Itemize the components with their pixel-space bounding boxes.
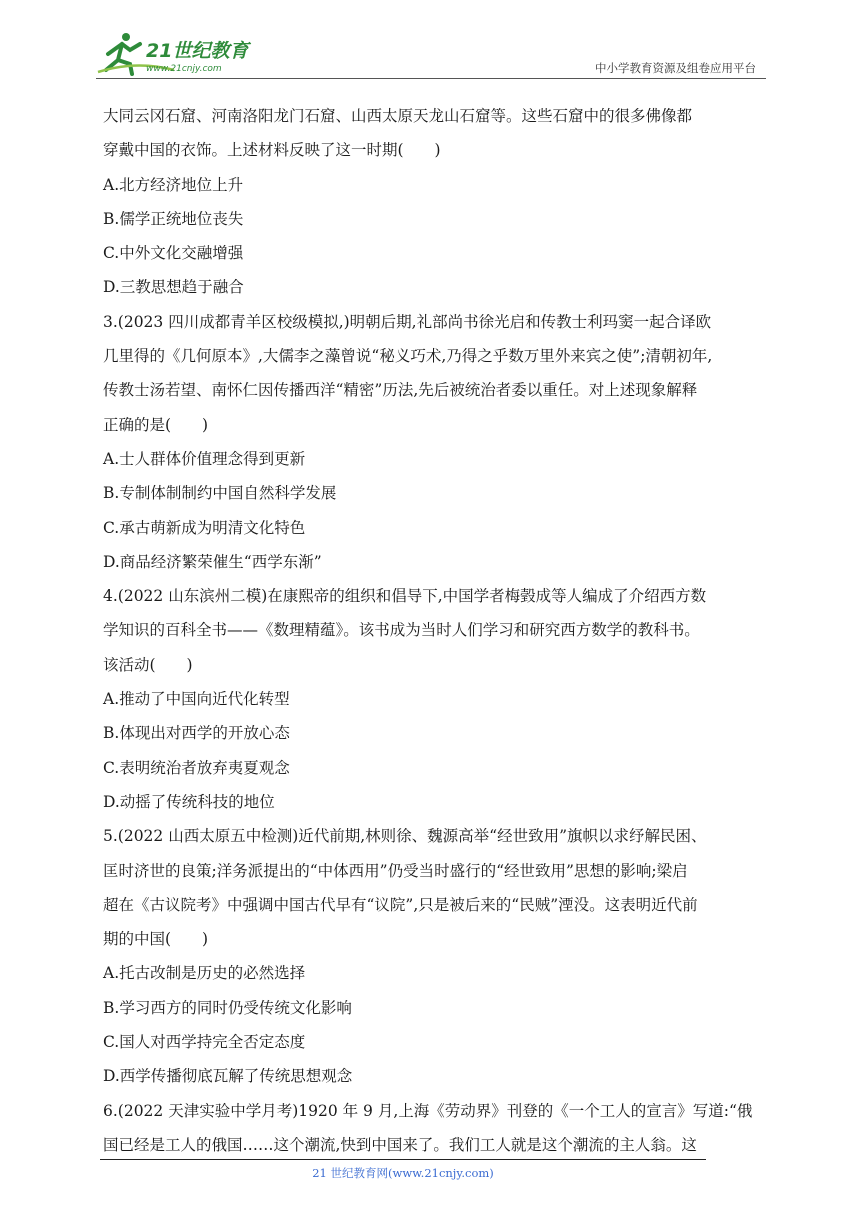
option-c[interactable]: C.承古萌新成为明清文化特色 bbox=[103, 518, 306, 537]
option-d[interactable]: D.动摇了传统科技的地位 bbox=[103, 792, 275, 811]
q5-options bbox=[103, 956, 765, 1093]
text-line: 传教士汤若望、南怀仁因传播西洋“精密”历法,先后被统治者委以重任。对上述现象解释 bbox=[103, 381, 698, 400]
option-c[interactable]: C.中外文化交融增强 bbox=[103, 244, 244, 263]
option-b[interactable]: B.学习西方的同时仍受传统文化影响 bbox=[103, 998, 352, 1017]
text-line: 正确的是( ) bbox=[103, 415, 209, 434]
header-divider bbox=[96, 78, 766, 79]
page-header bbox=[96, 30, 766, 80]
option-a[interactable]: A.推动了中国向近代化转型 bbox=[103, 690, 290, 709]
option-b[interactable]: B.体现出对西学的开放心态 bbox=[103, 724, 290, 743]
text-line: 几里得的《几何原本》,大儒李之藻曾说“秘义巧术,乃得之乎数万里外来宾之使”;清朝初年, bbox=[103, 347, 713, 366]
option-a[interactable]: A.托古改制是历史的必然选择 bbox=[103, 964, 306, 983]
option-a[interactable]: A.北方经济地位上升 bbox=[103, 175, 244, 194]
option-d[interactable]: D.商品经济繁荣催生“西学东渐” bbox=[103, 552, 322, 571]
q2-stem bbox=[103, 99, 765, 168]
option-d[interactable]: D.三教思想趋于融合 bbox=[103, 278, 244, 297]
question-content bbox=[103, 99, 765, 1162]
text-line: 期的中国( ) bbox=[103, 930, 209, 949]
q5-stem bbox=[103, 819, 765, 956]
option-b[interactable]: B.专制体制制约中国自然科学发展 bbox=[103, 484, 337, 503]
q4-stem bbox=[103, 579, 765, 682]
option-c[interactable]: C.表明统治者放弃夷夏观念 bbox=[103, 758, 290, 777]
text-line: 4.(2022 山东滨州二模)在康熙帝的组织和倡导下,中国学者梅瑴成等人编成了介绍西方数 bbox=[103, 587, 707, 606]
text-line: 穿戴中国的衣饰。上述材料反映了这一时期( ) bbox=[103, 141, 441, 160]
q4-options bbox=[103, 682, 765, 819]
option-a[interactable]: A.士人群体价值理念得到更新 bbox=[103, 449, 306, 468]
option-c[interactable]: C.国人对西学持完全否定态度 bbox=[103, 1033, 306, 1052]
site-logo bbox=[96, 30, 266, 76]
logo-title: 21世纪教育 bbox=[146, 40, 249, 62]
logo-url: www.21cnjy.com bbox=[146, 64, 222, 74]
q2-options bbox=[103, 168, 765, 305]
text-line: 6.(2022 天津实验中学月考)1920 年 9 月,上海《劳动界》刊登的《一个工人的宣言》写道:“俄 bbox=[103, 1101, 753, 1120]
q3-options bbox=[103, 442, 765, 579]
text-line: 3.(2023 四川成都青羊区校级模拟,)明朝后期,礼部尚书徐光启和传教士利玛窦一起合译欧 bbox=[103, 312, 712, 331]
option-b[interactable]: B.儒学正统地位丧失 bbox=[103, 209, 244, 228]
footer-link[interactable]: 21 世纪教育网(www.21cnjy.com) bbox=[312, 1166, 494, 1180]
option-d[interactable]: D.西学传播彻底瓦解了传统思想观念 bbox=[103, 1067, 353, 1086]
text-line: 该活动( ) bbox=[103, 655, 193, 674]
text-line: 5.(2022 山西太原五中检测)近代前期,林则徐、魏源高举“经世致用”旗帜以求纾解民困、 bbox=[103, 827, 707, 846]
text-line: 大同云冈石窟、河南洛阳龙门石窟、山西太原天龙山石窟等。这些石窟中的很多佛像都 bbox=[103, 107, 693, 125]
header-tagline: 中小学教育资源及组卷应用平台 bbox=[595, 61, 756, 75]
text-line: 超在《古议院考》中强调中国古代早有“议院”,只是被后来的“民贼”湮没。这表明近代前 bbox=[103, 895, 698, 914]
q3-stem bbox=[103, 305, 765, 442]
q6-stem bbox=[103, 1094, 765, 1163]
footer-divider bbox=[100, 1159, 706, 1160]
text-line: 匡时济世的良策;洋务派提出的“中体西用”仍受当时盛行的“经世致用”思想的影响;梁启 bbox=[103, 861, 688, 880]
text-line: 国已经是工人的俄国……这个潮流,快到中国来了。我们工人就是这个潮流的主人翁。这 bbox=[103, 1135, 697, 1154]
text-line: 学知识的百科全书——《数理精蕴》。该书成为当时人们学习和研究西方数学的教科书。 bbox=[103, 621, 700, 640]
